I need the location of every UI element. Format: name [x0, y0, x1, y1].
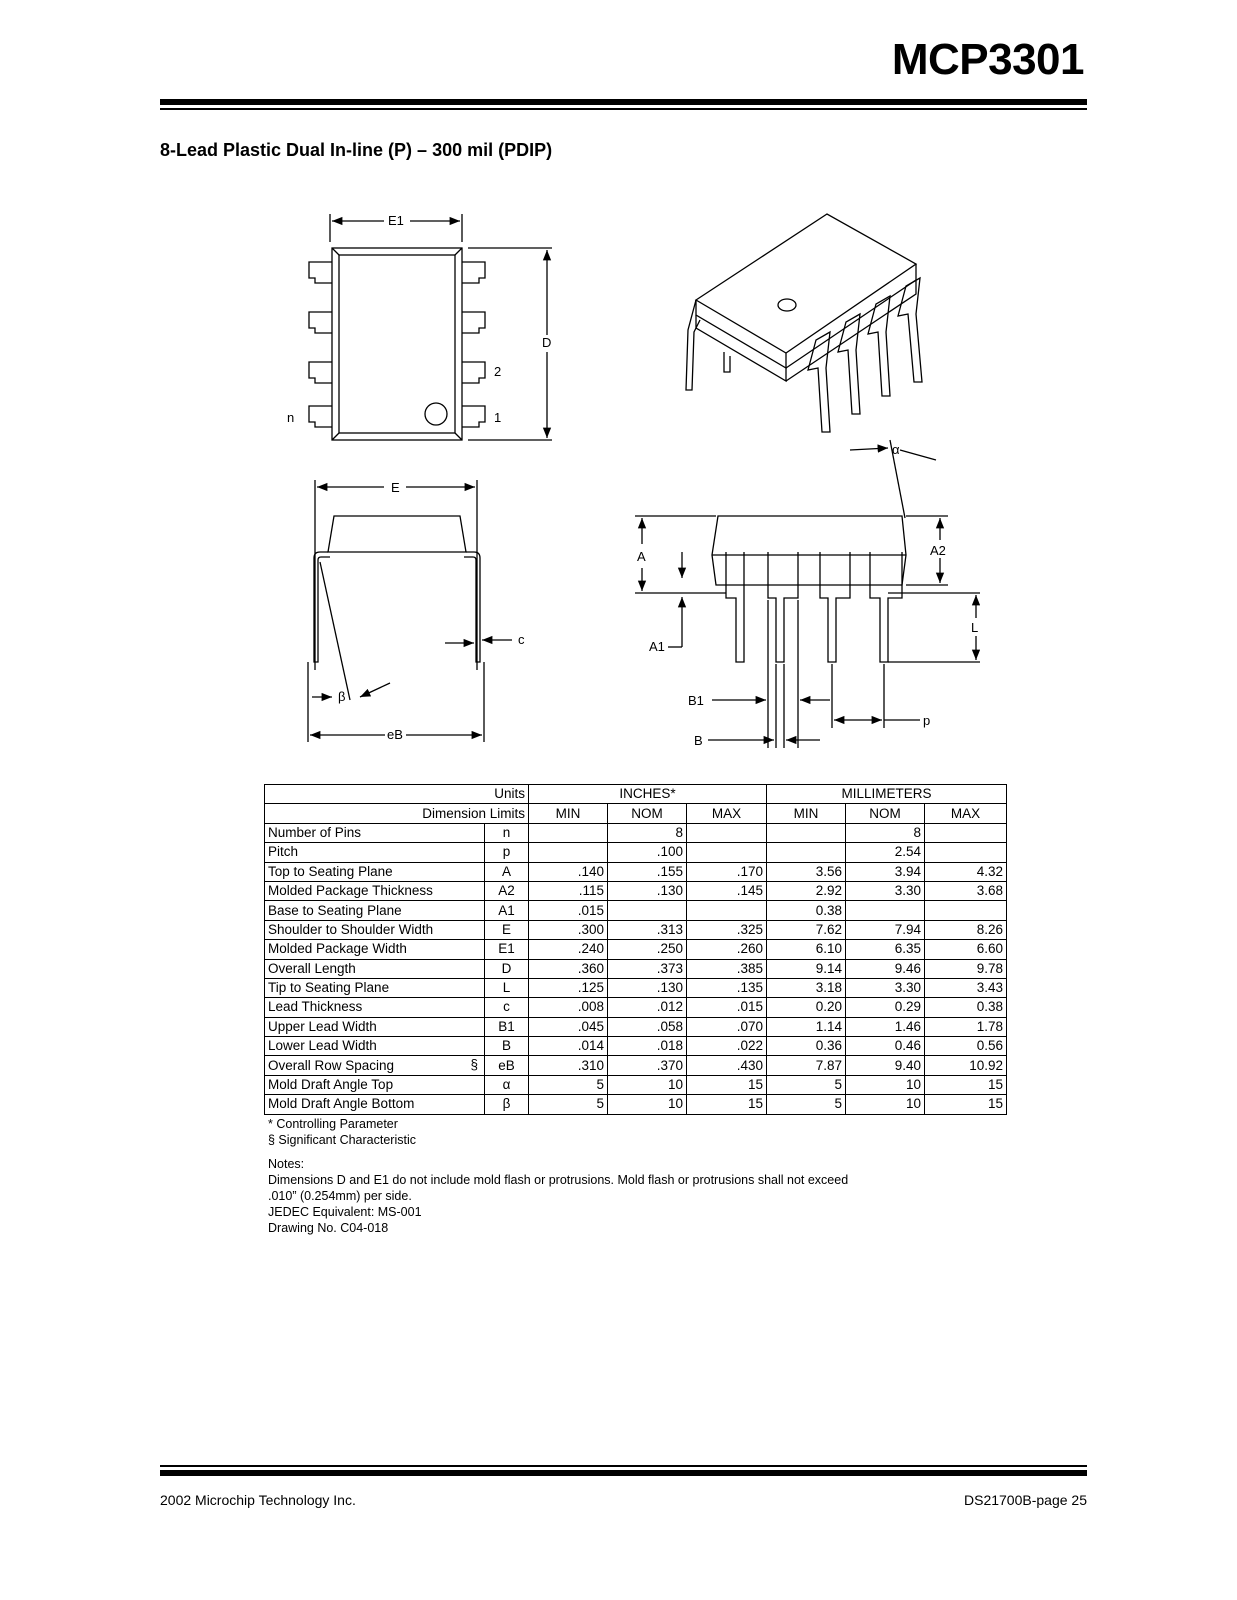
cell-in-min: .015 — [529, 901, 608, 920]
cell-mm-max: 9.78 — [925, 959, 1007, 978]
cell-in-nom: .250 — [608, 940, 687, 959]
dimension-rows — [265, 823, 1007, 1114]
row-dimension-name — [265, 823, 485, 842]
cell-in-nom: .373 — [608, 959, 687, 978]
units-label: Units — [265, 785, 529, 804]
label-B: B — [694, 733, 703, 748]
cell-in-min: .300 — [529, 920, 608, 939]
label-E: E — [391, 480, 400, 495]
cell-mm-min: 3.18 — [767, 978, 846, 997]
cell-sym: eB — [485, 1056, 529, 1075]
label-pin1: 1 — [494, 410, 502, 425]
col-mm-nom: NOM — [846, 804, 925, 823]
row-dimension-name — [265, 920, 485, 939]
col-in-max: MAX — [687, 804, 767, 823]
cell-mm-min: 0.38 — [767, 901, 846, 920]
cell-mm-nom: 3.30 — [846, 881, 925, 900]
cell-in-max: .170 — [687, 862, 767, 881]
row-dimension-name — [265, 1017, 485, 1036]
table-row — [265, 940, 1007, 959]
cell-mm-nom: 9.40 — [846, 1056, 925, 1075]
cell-in-min — [529, 823, 608, 842]
cell-in-max: .325 — [687, 920, 767, 939]
cell-sym: L — [485, 978, 529, 997]
isometric-view — [686, 214, 922, 432]
cell-sym: c — [485, 998, 529, 1017]
cell-in-max: .260 — [687, 940, 767, 959]
cell-mm-nom: 2.54 — [846, 843, 925, 862]
label-A: A — [637, 549, 646, 564]
side-view — [635, 440, 980, 748]
table-row — [265, 1095, 1007, 1114]
row-name-text: Pitch — [268, 844, 299, 860]
cell-mm-min: 0.36 — [767, 1037, 846, 1056]
row-dimension-name — [265, 1075, 485, 1094]
table-row — [265, 901, 1007, 920]
footer-rule-thin — [160, 1465, 1087, 1467]
cell-mm-max: 4.32 — [925, 862, 1007, 881]
row-name-text: Lead Thickness — [268, 999, 363, 1015]
header-rule-thick — [160, 99, 1087, 105]
footer-page-ref: DS21700B-page 25 — [964, 1492, 1087, 1508]
cell-sym: A1 — [485, 901, 529, 920]
header-rule-thin — [160, 108, 1087, 110]
col-in-min: MIN — [529, 804, 608, 823]
cell-sym: α — [485, 1075, 529, 1094]
cell-mm-nom: 7.94 — [846, 920, 925, 939]
notes-line-3: JEDEC Equivalent: MS-001 — [268, 1205, 422, 1219]
row-dimension-name — [265, 843, 485, 862]
row-name-text: Mold Draft Angle Top — [268, 1077, 394, 1093]
cell-in-max: .145 — [687, 881, 767, 900]
cell-in-nom: 10 — [608, 1095, 687, 1114]
row-name-text: Lower Lead Width — [268, 1038, 377, 1054]
label-pin2: 2 — [494, 364, 502, 379]
table-header-units — [265, 785, 1007, 804]
label-D: D — [542, 335, 552, 350]
table-row — [265, 1017, 1007, 1036]
cell-mm-nom: 6.35 — [846, 940, 925, 959]
pin1-indicator — [425, 403, 447, 425]
row-name-text: Base to Seating Plane — [268, 902, 402, 918]
row-dimension-name — [265, 998, 485, 1017]
cell-mm-max: 3.68 — [925, 881, 1007, 900]
cell-sym: n — [485, 823, 529, 842]
controlling-parameter-note: * Controlling Parameter — [268, 1117, 398, 1131]
cell-sym: p — [485, 843, 529, 862]
inches-label: INCHES* — [529, 785, 767, 804]
cell-in-min: .125 — [529, 978, 608, 997]
col-in-nom: NOM — [608, 804, 687, 823]
cell-mm-min: 1.14 — [767, 1017, 846, 1036]
table-row — [265, 959, 1007, 978]
cell-mm-max: 6.60 — [925, 940, 1007, 959]
cell-in-max: .015 — [687, 998, 767, 1017]
cell-mm-max: 10.92 — [925, 1056, 1007, 1075]
cell-in-nom: .370 — [608, 1056, 687, 1075]
cell-in-max — [687, 843, 767, 862]
cell-mm-max: 15 — [925, 1095, 1007, 1114]
label-beta: β — [338, 689, 346, 704]
cell-mm-max: 1.78 — [925, 1017, 1007, 1036]
cell-in-min: 5 — [529, 1095, 608, 1114]
col-mm-min: MIN — [767, 804, 846, 823]
cell-mm-nom: 9.46 — [846, 959, 925, 978]
cell-mm-max — [925, 843, 1007, 862]
cell-mm-min: 7.62 — [767, 920, 846, 939]
table-row — [265, 920, 1007, 939]
cell-sym: D — [485, 959, 529, 978]
table-row — [265, 978, 1007, 997]
row-name-text: Number of Pins — [268, 824, 362, 840]
cell-in-nom: 10 — [608, 1075, 687, 1094]
label-L: L — [971, 620, 979, 635]
table-header-limits — [265, 804, 1007, 823]
footer-copyright: 2002 Microchip Technology Inc. — [160, 1492, 356, 1508]
row-dimension-name — [265, 978, 485, 997]
cell-mm-min: 5 — [767, 1075, 846, 1094]
cell-mm-max — [925, 823, 1007, 842]
cell-mm-max: 15 — [925, 1075, 1007, 1094]
cell-mm-min — [767, 823, 846, 842]
cell-in-min: 5 — [529, 1075, 608, 1094]
row-dimension-name — [265, 881, 485, 900]
row-name-text: Molded Package Thickness — [268, 883, 433, 899]
cell-sym: B — [485, 1037, 529, 1056]
cell-in-nom: .018 — [608, 1037, 687, 1056]
cell-in-nom: .155 — [608, 862, 687, 881]
cell-in-min — [529, 843, 608, 862]
cell-in-nom: .130 — [608, 881, 687, 900]
cell-mm-max: 3.43 — [925, 978, 1007, 997]
col-mm-max: MAX — [925, 804, 1007, 823]
table-row — [265, 1056, 1007, 1075]
millimeters-label: MILLIMETERS — [767, 785, 1007, 804]
cell-in-nom: .130 — [608, 978, 687, 997]
cell-sym: E1 — [485, 940, 529, 959]
cell-in-max — [687, 823, 767, 842]
cell-mm-nom: 10 — [846, 1095, 925, 1114]
cell-mm-min: 5 — [767, 1095, 846, 1114]
dimension-table — [264, 784, 1007, 1115]
label-A1: A1 — [649, 639, 665, 654]
cell-in-min: .008 — [529, 998, 608, 1017]
cell-in-max: 15 — [687, 1075, 767, 1094]
cell-in-min: .360 — [529, 959, 608, 978]
row-name-text: Top to Seating Plane — [268, 863, 393, 879]
cell-mm-nom: 10 — [846, 1075, 925, 1094]
dimension-limits-label: Dimension Limits — [265, 804, 529, 823]
notes-line-1: Dimensions D and E1 do not include mold flash or protrusions. Mold flash or protrusions shall not exceed — [268, 1173, 849, 1187]
table-row — [265, 998, 1007, 1017]
footer-rule-thick — [160, 1470, 1087, 1476]
cell-mm-nom: 1.46 — [846, 1017, 925, 1036]
table-row — [265, 862, 1007, 881]
cell-in-nom — [608, 901, 687, 920]
label-A2: A2 — [930, 543, 946, 558]
cell-sym: B1 — [485, 1017, 529, 1036]
notes-heading: Notes: — [268, 1157, 305, 1171]
table-row — [265, 881, 1007, 900]
row-dimension-name — [265, 901, 485, 920]
label-p: p — [923, 713, 931, 728]
cell-in-nom: .100 — [608, 843, 687, 862]
table-row — [265, 823, 1007, 842]
cell-mm-max: 0.56 — [925, 1037, 1007, 1056]
cell-in-min: .140 — [529, 862, 608, 881]
package-drawing — [260, 200, 980, 760]
cell-sym: E — [485, 920, 529, 939]
table-legend — [268, 1116, 416, 1148]
significant-mark: § — [470, 1057, 478, 1073]
cell-in-max: .385 — [687, 959, 767, 978]
cell-mm-min: 0.20 — [767, 998, 846, 1017]
cell-sym: β — [485, 1095, 529, 1114]
cell-mm-nom: 3.94 — [846, 862, 925, 881]
notes-line-2: .010” (0.254mm) per side. — [268, 1189, 412, 1203]
row-dimension-name — [265, 940, 485, 959]
cell-mm-max — [925, 901, 1007, 920]
cell-mm-min: 3.56 — [767, 862, 846, 881]
row-name-text: Mold Draft Angle Bottom — [268, 1096, 415, 1112]
label-B1: B1 — [688, 693, 704, 708]
cell-in-max: .430 — [687, 1056, 767, 1075]
table-row — [265, 1037, 1007, 1056]
row-name-text: Overall Row Spacing — [268, 1057, 395, 1073]
notes-line-4: Drawing No. C04-018 — [268, 1221, 389, 1235]
cell-mm-max: 0.38 — [925, 998, 1007, 1017]
cell-in-nom: .058 — [608, 1017, 687, 1036]
cell-mm-nom: 8 — [846, 823, 925, 842]
cell-mm-nom — [846, 901, 925, 920]
label-alpha: α — [892, 442, 900, 457]
significant-characteristic-note: § Significant Characteristic — [268, 1133, 416, 1147]
cell-mm-nom: 3.30 — [846, 978, 925, 997]
cell-in-max: .135 — [687, 978, 767, 997]
row-dimension-name — [265, 1037, 485, 1056]
row-name-text: Tip to Seating Plane — [268, 980, 390, 996]
cell-mm-min: 6.10 — [767, 940, 846, 959]
section-title: 8-Lead Plastic Dual In-line (P) – 300 mil (PDIP) — [160, 140, 553, 160]
cell-sym: A — [485, 862, 529, 881]
row-name-text: Shoulder to Shoulder Width — [268, 921, 434, 937]
cell-mm-min: 2.92 — [767, 881, 846, 900]
cell-in-min: .115 — [529, 881, 608, 900]
row-name-text: Overall Length — [268, 960, 356, 976]
row-dimension-name — [265, 1056, 485, 1075]
row-name-text: Molded Package Width — [268, 941, 407, 957]
top-view — [309, 214, 552, 440]
cell-in-nom: .313 — [608, 920, 687, 939]
label-eB: eB — [387, 727, 403, 742]
cell-in-nom: 8 — [608, 823, 687, 842]
label-n: n — [287, 410, 295, 425]
table-row — [265, 843, 1007, 862]
cell-in-max — [687, 901, 767, 920]
cell-in-nom: .012 — [608, 998, 687, 1017]
label-c: c — [518, 632, 525, 647]
cell-in-min: .310 — [529, 1056, 608, 1075]
row-name-text: Upper Lead Width — [268, 1018, 377, 1034]
cell-in-max: .022 — [687, 1037, 767, 1056]
cell-mm-min — [767, 843, 846, 862]
cell-mm-min: 7.87 — [767, 1056, 846, 1075]
cell-in-max: .070 — [687, 1017, 767, 1036]
cell-mm-nom: 0.29 — [846, 998, 925, 1017]
cell-in-max: 15 — [687, 1095, 767, 1114]
notes-block — [268, 1156, 848, 1236]
row-dimension-name — [265, 1095, 485, 1114]
row-dimension-name — [265, 959, 485, 978]
cell-mm-min: 9.14 — [767, 959, 846, 978]
cell-in-min: .045 — [529, 1017, 608, 1036]
label-E1: E1 — [388, 213, 404, 228]
cell-mm-nom: 0.46 — [846, 1037, 925, 1056]
table-row — [265, 1075, 1007, 1094]
part-number-title: MCP3301 — [891, 35, 1084, 84]
cell-in-min: .240 — [529, 940, 608, 959]
row-dimension-name — [265, 862, 485, 881]
cell-in-min: .014 — [529, 1037, 608, 1056]
cell-sym: A2 — [485, 881, 529, 900]
cell-mm-max: 8.26 — [925, 920, 1007, 939]
